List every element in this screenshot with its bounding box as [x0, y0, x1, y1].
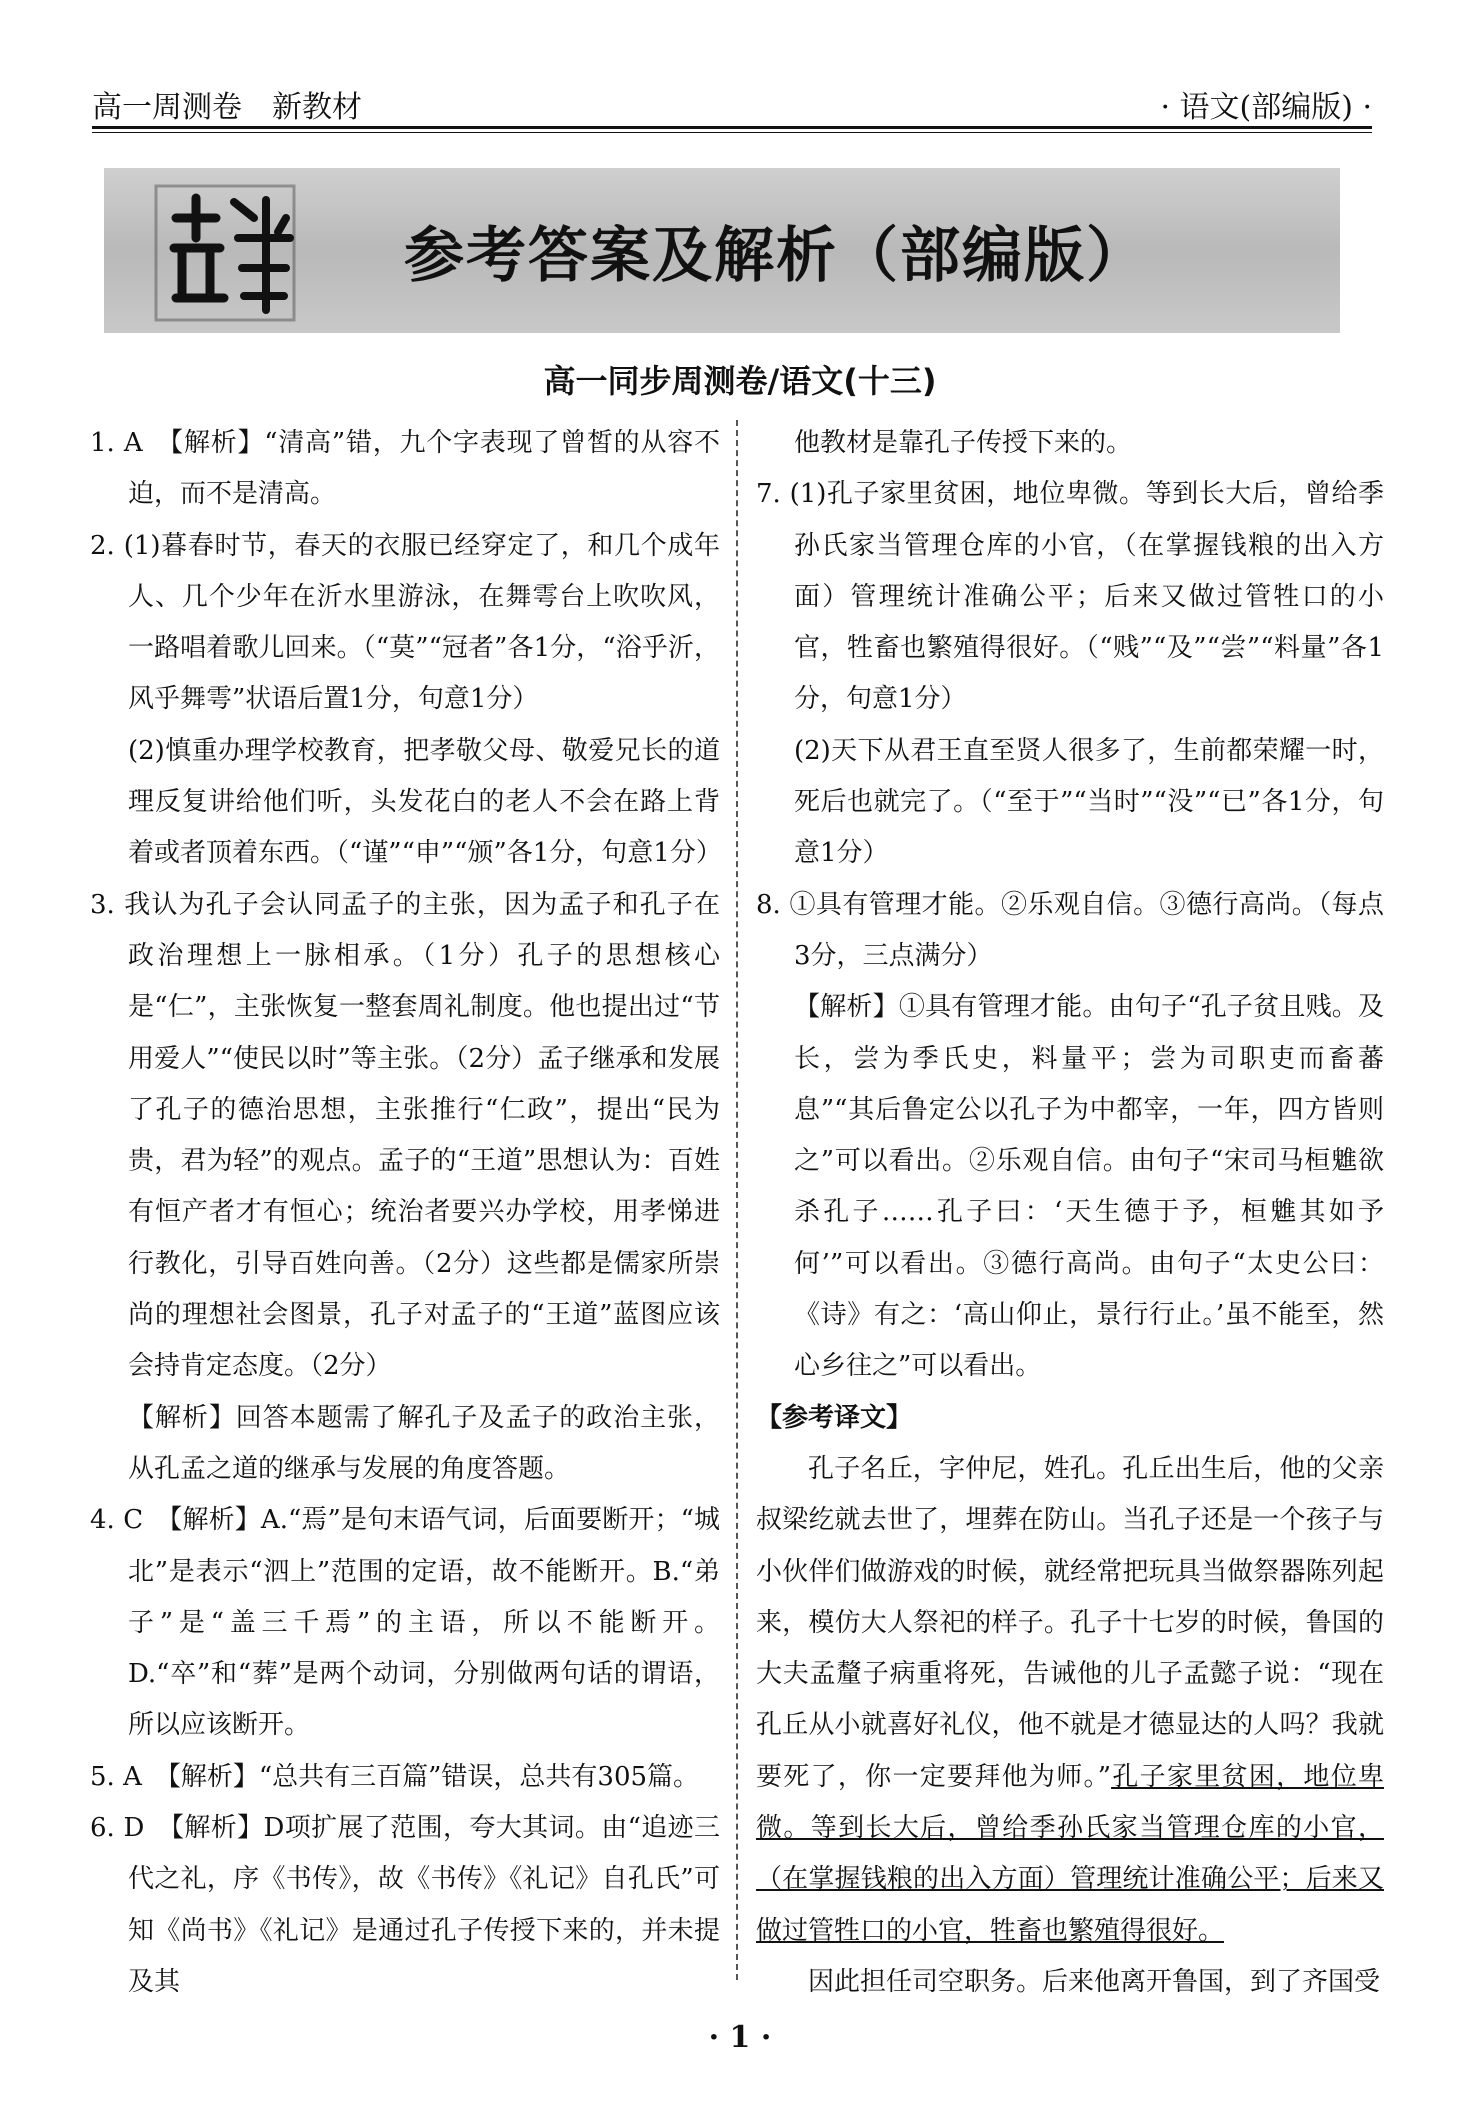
reference-underlined: 孔子家里贫困，地位卑微。等到长大后，曾给季孙氏家当管理仓库的小官，（在掌握钱粮的出入方面）管理统计准确公平；后来又做过管牲口的小官，牲畜也繁殖得很好。 — [756, 1761, 1384, 1946]
answer-3-analysis: 【解析】回答本题需了解孔子及孟子的政治主张，从孔孟之道的继承与发展的角度答题。 — [128, 1402, 720, 1484]
left-column — [90, 418, 720, 2008]
page-number: · 1 · — [708, 2020, 772, 2055]
answer-8-analysis: 【解析】①具有管理才能。由句子“孔子贫且贱。及长，尝为季氏史，料量平；尝为司职吏而畜蕃息”“其后鲁定公以孔子为中都宰，一年，四方皆则之”可以看出。②乐观自信。由句子“宋司马桓魋欲杀孔子……孔子曰：‘天生德于予，桓魋其如予何’”可以看出。③德行高尚。由句子“太史公曰：《诗》有之：‘高山仰止，景行行止。’虽不能至，然心乡往之”可以看出。 — [794, 992, 1384, 1382]
answer-7-1: 7. (1)孔子家里贫困，地位卑微。等到长大后，曾给季孙氏家当管理仓库的小官，（在掌握钱粮的出入方面）管理统计准确公平；后来又做过管牲口的小官，牲畜也繁殖得很好。（“贱”“及”“尝”“料量”各1分，句意1分） — [756, 479, 1384, 715]
answer-1: 1. A 【解析】“清高”错，九个字表现了曾皙的从容不迫，而不是清高。 — [90, 428, 720, 510]
answer-3: 3. 我认为孔子会认同孟子的主张，因为孟子和孔子在政治理想上一脉相承。（1分）孔子的思想核心是“仁”，主张恢复一整套周礼制度。他也提出过“节用爱人”“使民以时”等主张。（2分）孟子继承和发展了孔子的德治思想，主张推行“仁政”，提出“民为贵，君为轻”的观点。孟子的“王道”思想认为：百姓有恒产者才有恒心；统治者要兴办学校，用孝悌进行教化，引导百姓向善。（2分）这些都是儒家所崇尚的理想社会图景，孔子对孟子的“王道”蓝图应该会持肯定态度。（2分） — [90, 889, 720, 1382]
answer-2-2: (2)慎重办理学校教育，把孝敬父母、敬爱兄长的道理反复讲给他们听，头发花白的老人不会在路上背着或者顶着东西。（“谨”“申”“颁”各1分，句意1分） — [128, 735, 722, 869]
header-left: 高一周测卷 新教材 — [92, 90, 362, 125]
answer-6: 6. D 【解析】D项扩展了范围，夸大其词。由“追迹三代之礼，序《书传》，故《书传》《礼记》自孔氏”可知《尚书》《礼记》是通过孔子传授下来的，并未提及其 — [90, 1813, 720, 1997]
answer-8: 8. ①具有管理才能。②乐观自信。③德行高尚。（每点3分，三点满分） — [756, 889, 1384, 971]
page-subtitle: 高一同步周测卷/语文(十三) — [543, 362, 937, 400]
answer-2-1: 2. (1)暮春时节，春天的衣服已经穿定了，和几个成年人、几个少年在沂水里游泳，在舞雩台上吹吹风，一路唱着歌儿回来。（“莫”“冠者”各1分，“浴乎沂，风乎舞雩”状语后置1分，句意1分） — [90, 530, 720, 715]
right-column — [756, 418, 1384, 2008]
banner-title: 参考答案及解析（部编版） — [404, 221, 1148, 291]
answer-6-cont: 他教材是靠孔子传授下来的。 — [794, 428, 1133, 458]
reference-text: 孔子名丘，字仲尼，姓孔。孔丘出生后，他的父亲叔梁纥就去世了，埋葬在防山。当孔子还是一个孩子与小伙伴们做游戏的时候，就经常把玩具当做祭器陈列起来，模仿大人祭祀的样子。孔子十七岁的时候，鲁国的大夫孟釐子病重将死，告诫他的儿子孟懿子说：“现在孔丘从小就喜好礼仪，他不就是才德显达的人吗？我就要死了，你一定要拜他为师。” — [756, 1453, 1384, 1792]
header-right: · 语文(部编版) · — [1160, 90, 1372, 125]
seal-logo-icon — [146, 178, 304, 328]
header-rule-thin — [92, 132, 1372, 133]
reference-paragraph-2: 因此担任司空职务。后来他离开鲁国，到了齐国受 — [808, 1966, 1381, 1997]
page-header — [92, 82, 1372, 130]
answer-4: 4. C 【解析】A.“焉”是句末语气词，后面要断开；“城北”是表示“泗上”范围的定语，故不能断开。B.“弟子”是“盖三千焉”的主语，所以不能断开。D.“卒”和“葬”是两个动词，分别做两句话的谓语，所以应该断开。 — [90, 1505, 720, 1741]
column-divider — [736, 420, 738, 1980]
answer-7-2: (2)天下从君王直至贤人很多了，生前都荣耀一时，死后也就完了。（“至于”“当时”“没”“已”各1分，句意1分） — [794, 735, 1384, 869]
reference-heading: 【参考译文】 — [756, 1402, 913, 1433]
reference-paragraph-1 — [756, 1444, 1384, 1957]
answer-5: 5. A 【解析】“总共有三百篇”错误，总共有305篇。 — [90, 1761, 700, 1792]
title-banner — [104, 168, 1340, 333]
header-rule — [92, 126, 1372, 129]
